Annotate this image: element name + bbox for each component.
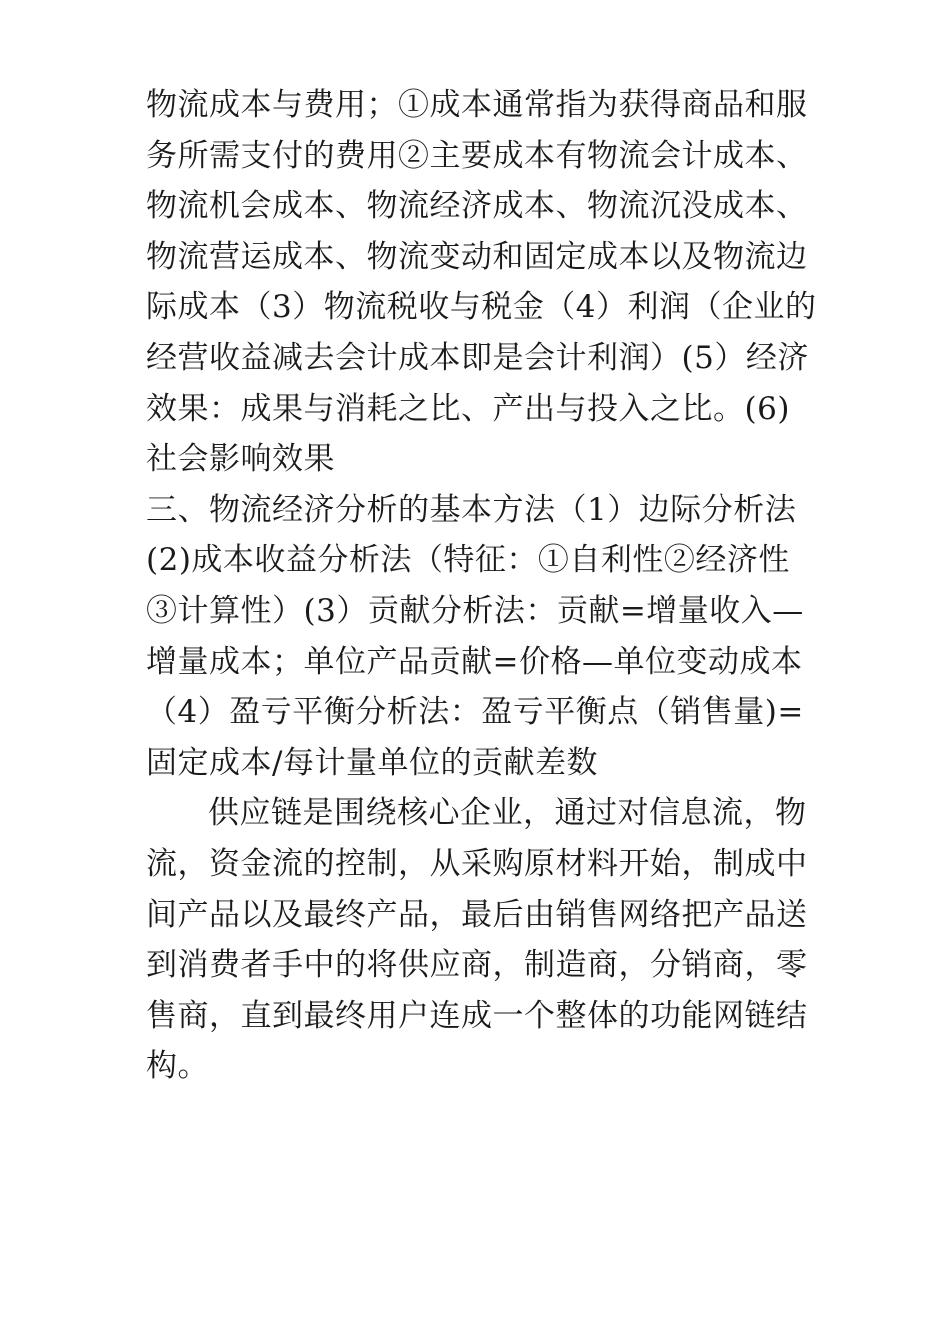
text-line-2: 务所需支付的费用②主要成本有物流会计成本、 (146, 137, 808, 174)
text-line-10: (2)成本收益分析法（特征：①自利性②经济性 (146, 542, 790, 579)
text-line-18: 到消费者手中的将供应商，制造商，分销商，零 (146, 947, 808, 984)
text-line-7: 效果：成果与消耗之比、产出与投入之比。(6) (146, 390, 790, 427)
paragraph-start-line: 供应链是围绕核心企业，通过对信息流，物 (208, 795, 807, 832)
text-line-5: 际成本（3）物流税收与税金（4）利润（企业的 (146, 289, 817, 326)
text-line-8: 社会影响效果 (146, 441, 335, 478)
text-line-11: ③计算性）(3）贡献分析法：贡献=增量收入— (146, 592, 804, 629)
text-line-4: 物流营运成本、物流变动和固定成本以及物流边 (146, 238, 808, 275)
text-line-12: 增量成本；单位产品贡献=价格—单位变动成本 (146, 643, 803, 680)
text-line-14: 固定成本/每计量单位的贡献差数 (146, 744, 598, 781)
document-body (146, 80, 816, 1092)
text-line-13: （4）盈亏平衡分析法：盈亏平衡点（销售量)= (146, 694, 804, 731)
text-line-20: 构。 (146, 1048, 209, 1085)
text-line-19: 售商，直到最终用户连成一个整体的功能网链结 (146, 997, 808, 1034)
text-line-1: 物流成本与费用；①成本通常指为获得商品和服 (146, 87, 808, 123)
text-line-17: 间产品以及最终产品，最后由销售网络把产品送 (146, 896, 808, 933)
text-line-6: 经营收益减去会计成本即是会计利润）(5）经济 (146, 339, 809, 376)
text-line-16: 流，资金流的控制，从采购原材料开始，制成中 (146, 845, 808, 882)
text-line-3: 物流机会成本、物流经济成本、物流沉没成本、 (146, 188, 808, 225)
section-heading-line: 三、物流经济分析的基本方法（1）边际分析法 (146, 491, 797, 528)
